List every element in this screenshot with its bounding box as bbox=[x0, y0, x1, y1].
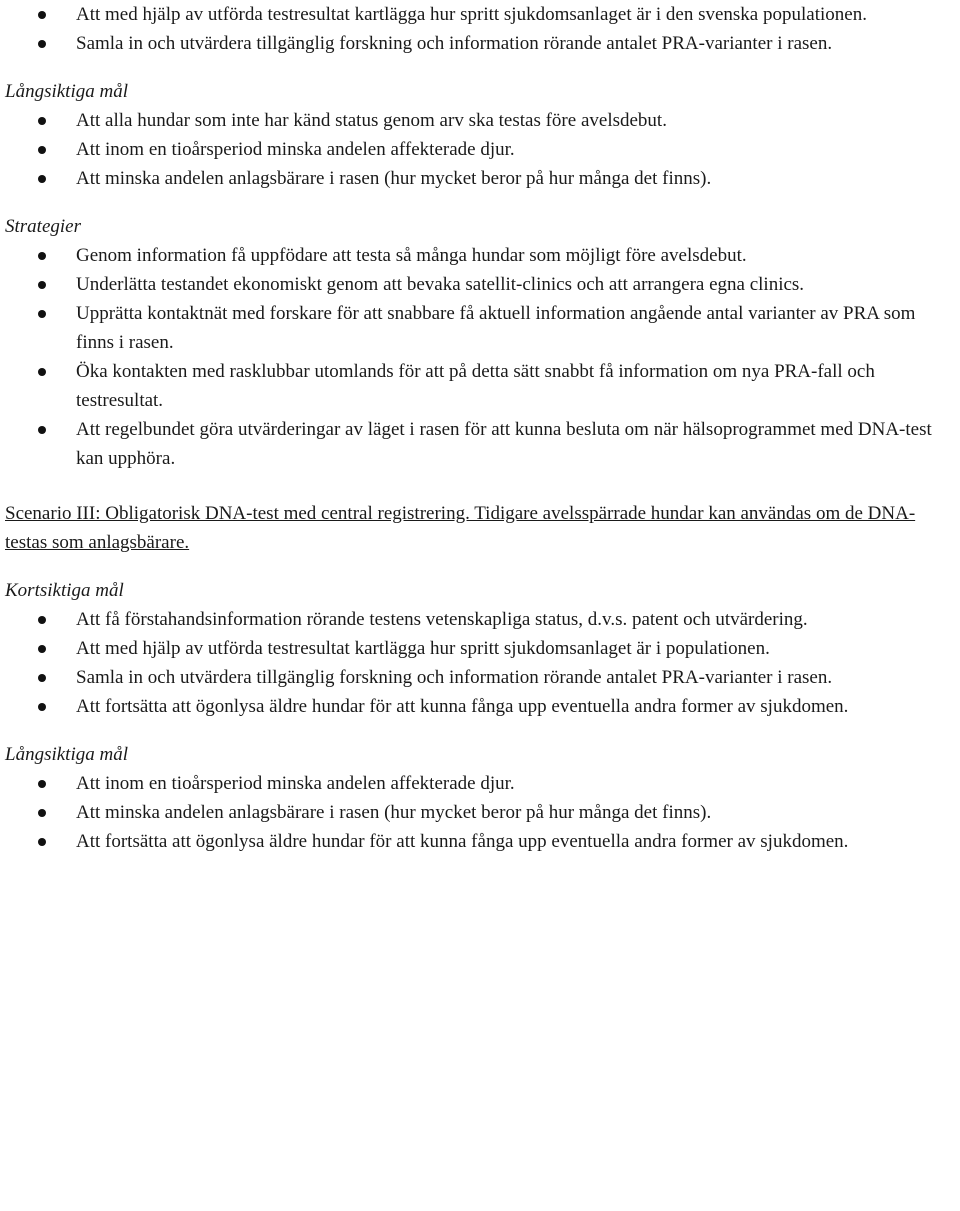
bullet-icon bbox=[38, 175, 46, 183]
list-item: Att med hjälp av utförda testresultat kartlägga hur spritt sjukdomsanlaget är i den svenska populationen. bbox=[5, 0, 955, 29]
list-item: Genom information få uppfödare att testa så många hundar som möjligt före avelsdebut. bbox=[5, 241, 955, 270]
bullet-list-goals-top bbox=[5, 0, 955, 58]
bullet-list-long-term-goals bbox=[5, 106, 955, 193]
bullet-list-short-term-goals bbox=[5, 605, 955, 721]
list-item: Att inom en tioårsperiod minska andelen affekterade djur. bbox=[5, 135, 955, 164]
list-item: Öka kontakten med rasklubbar utomlands för att på detta sätt snabbt få information om nya PRA-fall och testresultat. bbox=[5, 357, 955, 415]
list-item: Att få förstahandsinformation rörande testens vetenskapliga status, d.v.s. patent och utvärdering. bbox=[5, 605, 955, 634]
bullet-icon bbox=[38, 281, 46, 289]
scenario-heading: Scenario III: Obligatorisk DNA-test med central registrering. Tidigare avelsspärrade hundar kan användas om de DNA-testas som anlagsbärare. bbox=[5, 503, 916, 553]
list-item: Att regelbundet göra utvärderingar av läget i rasen för att kunna besluta om när hälsoprogrammet med DNA-test kan upphöra. bbox=[5, 415, 955, 473]
heading-long-term-goals-2: Långsiktiga mål bbox=[5, 744, 128, 765]
bullet-icon bbox=[38, 426, 46, 434]
bullet-icon bbox=[38, 117, 46, 125]
bullet-icon bbox=[38, 809, 46, 817]
bullet-icon bbox=[38, 616, 46, 624]
list-item: Upprätta kontaktnät med forskare för att snabbare få aktuell information angående antal varianter av PRA som finns i rasen. bbox=[5, 299, 955, 357]
list-item: Att minska andelen anlagsbärare i rasen (hur mycket beror på hur många det finns). bbox=[5, 798, 955, 827]
list-item: Att minska andelen anlagsbärare i rasen (hur mycket beror på hur många det finns). bbox=[5, 164, 955, 193]
bullet-icon bbox=[38, 780, 46, 788]
heading-strategies: Strategier bbox=[5, 216, 81, 237]
bullet-icon bbox=[38, 368, 46, 376]
heading-long-term-goals: Långsiktiga mål bbox=[5, 81, 128, 102]
bullet-icon bbox=[38, 838, 46, 846]
bullet-icon bbox=[38, 146, 46, 154]
bullet-icon bbox=[38, 310, 46, 318]
document-page bbox=[5, 0, 955, 856]
bullet-icon bbox=[38, 11, 46, 19]
list-item: Samla in och utvärdera tillgänglig forskning och information rörande antalet PRA-varianter i rasen. bbox=[5, 663, 955, 692]
bullet-icon bbox=[38, 645, 46, 653]
list-item: Samla in och utvärdera tillgänglig forskning och information rörande antalet PRA-varianter i rasen. bbox=[5, 29, 955, 58]
bullet-list-strategies bbox=[5, 241, 955, 473]
list-item: Att inom en tioårsperiod minska andelen affekterade djur. bbox=[5, 769, 955, 798]
bullet-icon bbox=[38, 252, 46, 260]
list-item: Att alla hundar som inte har känd status genom arv ska testas före avelsdebut. bbox=[5, 106, 955, 135]
bullet-icon bbox=[38, 703, 46, 711]
bullet-icon bbox=[38, 40, 46, 48]
heading-short-term-goals: Kortsiktiga mål bbox=[5, 580, 124, 601]
list-item: Att med hjälp av utförda testresultat kartlägga hur spritt sjukdomsanlaget är i populationen. bbox=[5, 634, 955, 663]
list-item: Att fortsätta att ögonlysa äldre hundar för att kunna fånga upp eventuella andra former av sjukdomen. bbox=[5, 827, 955, 856]
bullet-icon bbox=[38, 674, 46, 682]
list-item: Att fortsätta att ögonlysa äldre hundar för att kunna fånga upp eventuella andra former av sjukdomen. bbox=[5, 692, 955, 721]
bullet-list-long-term-goals-2 bbox=[5, 769, 955, 856]
list-item: Underlätta testandet ekonomiskt genom att bevaka satellit-clinics och att arrangera egna clinics. bbox=[5, 270, 955, 299]
